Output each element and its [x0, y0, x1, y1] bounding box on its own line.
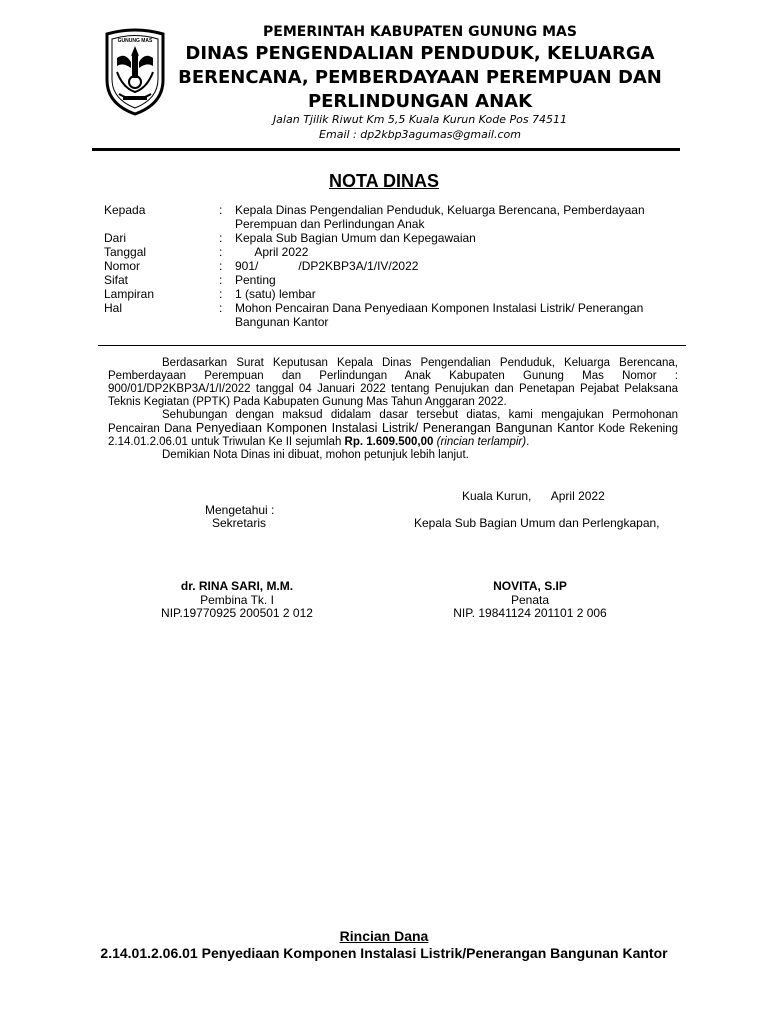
body-activity: Penyediaan Komponen Instalasi Listrik/ Penerangan Bangunan Kantor — [195, 421, 594, 435]
right-signer-rank: Penata — [510, 593, 550, 607]
meta-row-kepada — [104, 203, 684, 231]
rincian-title: Rincian Dana — [339, 928, 429, 944]
regency-logo — [103, 28, 167, 116]
meta-label: Sifat — [104, 273, 129, 287]
header-rule — [92, 148, 680, 151]
meta-colon: : — [219, 301, 223, 315]
right-signer-nip: NIP. 19841124 201101 2 006 — [453, 606, 607, 620]
body-paragraph-3: Demikian Nota Dinas ini dibuat, mohon petunjuk lebih lanjut. — [162, 449, 469, 461]
meta-value: Mohon Pencairan Dana Penyediaan Komponen Instalasi Listrik/ Penerangan Bangunan Kantor — [235, 301, 644, 329]
meta-colon: : — [219, 287, 223, 301]
meta-label: Tanggal — [104, 245, 147, 259]
meta-row-tanggal — [104, 245, 684, 259]
meta-row-lampiran — [104, 287, 684, 301]
doc-title: NOTA DINAS — [329, 171, 439, 191]
meta-row-dari — [104, 231, 684, 245]
gov-name: PEMERINTAH KABUPATEN GUNUNG MAS — [263, 24, 577, 40]
meta-colon: : — [219, 259, 223, 273]
meta-colon: : — [219, 273, 223, 287]
body-paragraph-1: Berdasarkan Surat Keputusan Kepala Dinas Pengendalian Penduduk, Keluarga Berencana, Pemberdayaan Perempuan dan Perlindungan Anak Kabupaten Gunung Mas Nomor : 900/01/DP2KBP3A/1/I/2022 tanggal 04 Januari 2022 tentang Penujukan dan Penetapan Pejabat Pelaksana Teknis Kegiatan (PPTK) Pada Kabupaten Gunung Mas Tahun Anggaran 2022. — [108, 357, 678, 408]
body-text: Sehubungan dengan maksud didalam dasar tersebut diatas, kami mengajukan Permohonan Pencairan Dana — [108, 409, 678, 435]
meta-label: Hal — [104, 301, 123, 315]
rincian-subtitle: 2.14.01.2.06.01 Penyediaan Komponen Instalasi Listrik/Penerangan Bangunan Kantor — [100, 945, 668, 961]
meta-value: 1 (satu) lembar — [235, 287, 316, 301]
left-signer-rank: Pembina Tk. I — [200, 593, 274, 607]
left-signer-name: dr. RINA SARI, M.M. — [180, 579, 294, 593]
meta-row-hal — [104, 301, 684, 329]
meta-block — [104, 203, 684, 329]
meta-row-sifat — [104, 273, 684, 287]
meta-value: Penting — [235, 273, 276, 287]
office-address: Jalan Tjilik Riwut Km 5,5 Kuala Kurun Kode Pos 74511 — [272, 113, 568, 126]
svg-text:GUNUNG MAS: GUNUNG MAS — [117, 38, 153, 44]
body-text: . — [526, 436, 530, 448]
body-text: Kode Rekening 2.14.01.2.06.01 untuk Triwulan Ke II sejumlah — [108, 423, 678, 448]
office-email: Email : dp2kbp3agumas@gmail.com — [319, 128, 521, 141]
meta-colon: : — [219, 245, 223, 259]
meta-value: April 2022 — [235, 245, 309, 259]
meta-rule — [98, 345, 686, 346]
body-paragraph-2 — [108, 409, 678, 449]
meta-label: Lampiran — [104, 287, 155, 301]
meta-row-nomor — [104, 259, 684, 273]
office-name: DINAS PENGENDALIAN PENDUDUK, KELUARGA BERENCANA, PEMBERDAYAAN PEREMPUAN DAN PERLINDUNGAN ANAK — [178, 43, 662, 112]
body-note: (rincian terlampir) — [436, 436, 527, 448]
left-signer-nip: NIP.19770925 200501 2 012 — [161, 606, 313, 620]
body-amount: Rp. 1.609.500,00 — [344, 436, 434, 448]
left-intro: Mengetahui : — [205, 503, 275, 517]
place-date: Kuala Kurun, April 2022 — [462, 489, 605, 503]
meta-colon: : — [219, 203, 223, 217]
meta-value: Kepala Dinas Pengendalian Penduduk, Keluarga Berencana, Pemberdayaan Perempuan dan Perlindungan Anak — [235, 203, 645, 231]
meta-label: Kepada — [104, 203, 146, 217]
meta-value: 901/ /DP2KBP3A/1/IV/2022 — [235, 259, 419, 273]
meta-label: Dari — [104, 231, 127, 245]
right-role: Kepala Sub Bagian Umum dan Perlengkapan, — [414, 516, 660, 530]
meta-colon: : — [219, 231, 223, 245]
letter-body — [108, 357, 678, 462]
left-role: Sekretaris — [212, 516, 267, 530]
right-signer-name: NOVITA, S.IP — [493, 579, 567, 593]
meta-value: Kepala Sub Bagian Umum dan Kepegawaian — [235, 231, 476, 245]
meta-label: Nomor — [104, 259, 141, 273]
